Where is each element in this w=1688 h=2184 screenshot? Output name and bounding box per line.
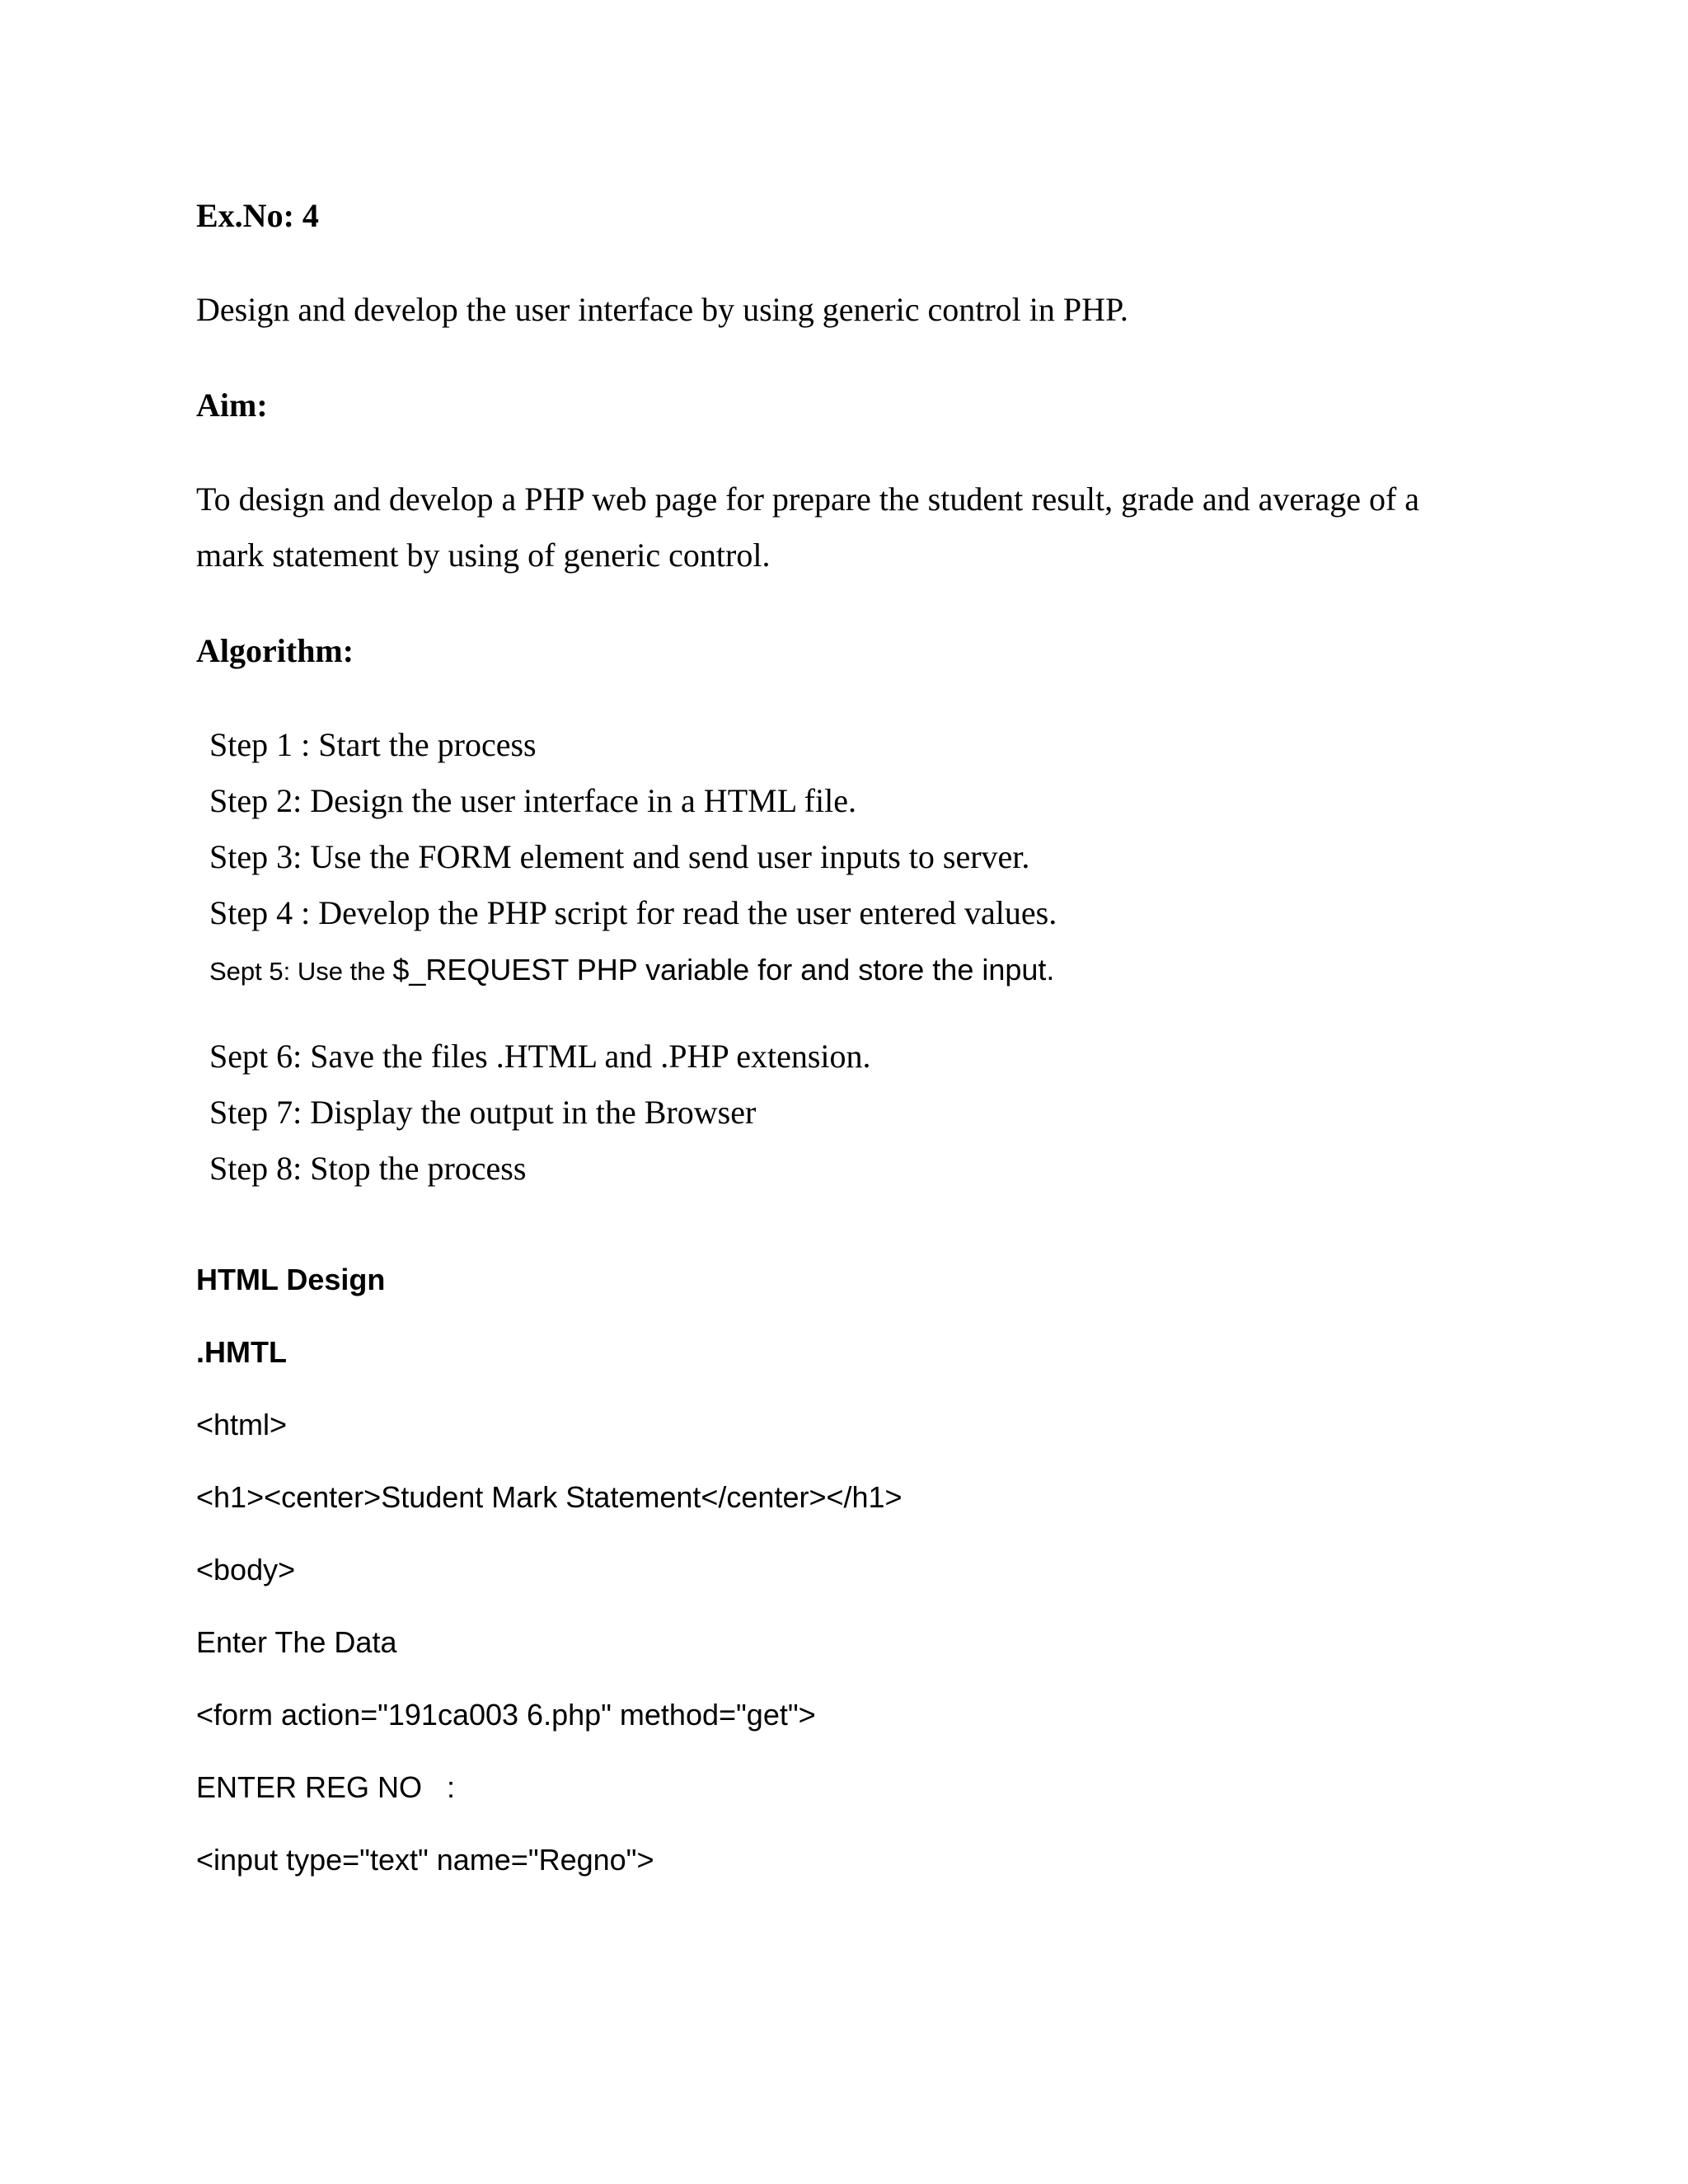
algorithm-step-4: Step 4 : Develop the PHP script for read the user entered values. (209, 894, 1057, 931)
code-line-2: <h1><center>Student Mark Statement</center></h1> (196, 1480, 903, 1514)
code-line-7: <input type="text" name="Regno"> (196, 1843, 654, 1877)
algorithm-step-8: Step 8: Stop the process (209, 1150, 527, 1187)
algorithm-step-7: Step 7: Display the output in the Browser (209, 1094, 757, 1131)
algorithm-step-6: Sept 6: Save the files .HTML and .PHP extension. (209, 1038, 871, 1075)
code-line-1: <html> (196, 1408, 288, 1441)
algorithm-step-3: Step 3: Use the FORM element and send user inputs to server. (209, 838, 1030, 875)
aim-text-line-1: To design and develop a PHP web page for prepare the student result, grade and average of a (196, 480, 1420, 518)
html-design-heading: HTML Design (196, 1263, 386, 1296)
code-line-4: Enter The Data (196, 1625, 397, 1659)
code-line-6: ENTER REG NO : (196, 1770, 456, 1804)
code-line-5: <form action="191ca003 6.php" method="get"> (196, 1698, 816, 1732)
algorithm-heading: Algorithm: (196, 632, 354, 669)
algorithm-step-5-prefix: Sept 5: Use the (209, 957, 393, 986)
aim-heading: Aim: (196, 387, 268, 424)
html-design-subheading: .HMTL (196, 1335, 287, 1369)
algorithm-step-5-rest: $_REQUEST PHP variable for and store the input. (392, 953, 1055, 987)
algorithm-step-2: Step 2: Design the user interface in a HTML file. (209, 782, 856, 819)
aim-text-line-2: mark statement by using of generic control. (196, 537, 771, 574)
algorithm-step-5 (209, 953, 1054, 987)
exercise-title: Design and develop the user interface by using generic control in PHP. (196, 291, 1128, 328)
algorithm-step-1: Step 1 : Start the process (209, 726, 537, 763)
code-line-3: <body> (196, 1553, 296, 1586)
exercise-number: Ex.No: 4 (196, 197, 319, 234)
